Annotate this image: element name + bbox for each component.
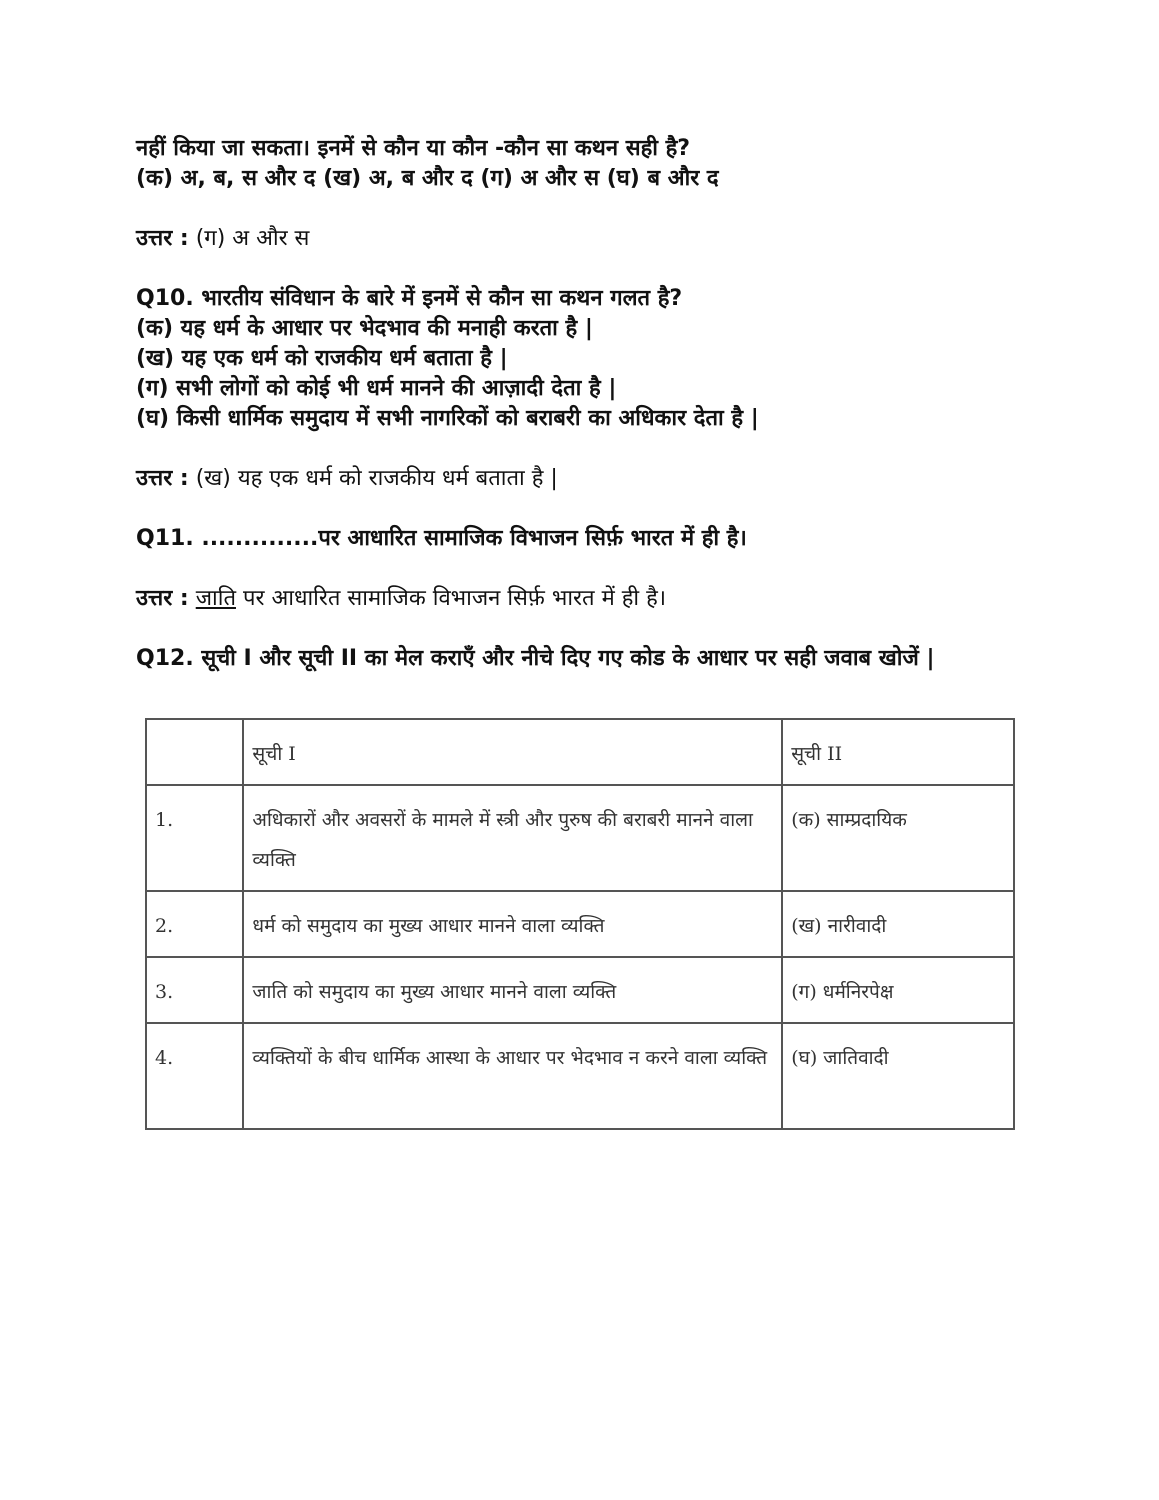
answer-text: पर आधारित सामाजिक विभाजन सिर्फ़ भारत में ही है।: [235, 586, 667, 611]
list-2-item: (ख) नारीवादी: [782, 891, 1014, 957]
row-number: 1.: [146, 785, 243, 891]
answer-blank-word: जाति: [195, 586, 236, 611]
list-1-item: धर्म को समुदाय का मुख्य आधार मानने वाला व्यक्ति: [243, 891, 782, 957]
answer-label: उत्तर :: [136, 466, 189, 491]
match-table: [145, 718, 1015, 1130]
row-number: 4.: [146, 1023, 243, 1129]
header-cell-list-1: सूची I: [243, 719, 782, 785]
answer-label: उत्तर :: [136, 586, 189, 611]
answer-text: (ख) यह एक धर्म को राजकीय धर्म बताता है |: [195, 466, 558, 491]
header-cell-list-2: सूची II: [782, 719, 1014, 785]
list-1-item: जाति को समुदाय का मुख्य आधार मानने वाला व्यक्ति: [243, 957, 782, 1023]
q12-question: Q12. सूची I और सूची II का मेल कराएँ और नीचे दिए गए कोड के आधार पर सही जवाब खोजें |: [136, 646, 935, 671]
table-row: [146, 957, 1014, 1023]
answer-text: (ग) अ और स: [195, 226, 310, 251]
q11-question: Q11. ..............पर आधारित सामाजिक विभाजन सिर्फ़ भारत में ही है।: [136, 526, 747, 551]
q9-options: (क) अ, ब, स और द (ख) अ, ब और द (ग) अ और स (घ) ब और द: [136, 166, 719, 191]
table-row: [146, 1023, 1014, 1129]
header-cell-blank: [146, 719, 243, 785]
answer-label: उत्तर :: [136, 226, 189, 251]
q10-option-c: (ग) सभी लोगों को कोई भी धर्म मानने की आज़ादी देता है |: [136, 376, 617, 401]
q11-answer: [136, 584, 1036, 614]
row-number: 2.: [146, 891, 243, 957]
table-row: [146, 891, 1014, 957]
q10-option-a: (क) यह धर्म के आधार पर भेदभाव की मनाही करता है |: [136, 316, 593, 341]
row-number: 3.: [146, 957, 243, 1023]
list-2-item: (घ) जातिवादी: [782, 1023, 1014, 1129]
list-2-item: (क) साम्प्रदायिक: [782, 785, 1014, 891]
q10-answer: [136, 464, 1036, 494]
q10-option-d: (घ) किसी धार्मिक समुदाय में सभी नागरिकों को बराबरी का अधिकार देता है |: [136, 406, 759, 431]
q9-continuation: नहीं किया जा सकता। इनमें से कौन या कौन -कौन सा कथन सही है?: [136, 136, 691, 161]
document-body: [136, 134, 1036, 674]
table-row: [146, 785, 1014, 891]
list-1-item: अधिकारों और अवसरों के मामले में स्त्री और पुरुष की बराबरी मानने वाला व्यक्ति: [243, 785, 782, 891]
q9-answer: [136, 224, 1036, 254]
q10-option-b: (ख) यह एक धर्म को राजकीय धर्म बताता है |: [136, 346, 508, 371]
list-2-item: (ग) धर्मनिरपेक्ष: [782, 957, 1014, 1023]
table-header-row: [146, 719, 1014, 785]
q10-question: Q10. भारतीय संविधान के बारे में इनमें से कौन सा कथन गलत है?: [136, 286, 683, 311]
list-1-item: व्यक्तियों के बीच धार्मिक आस्था के आधार पर भेदभाव न करने वाला व्यक्ति: [243, 1023, 782, 1129]
